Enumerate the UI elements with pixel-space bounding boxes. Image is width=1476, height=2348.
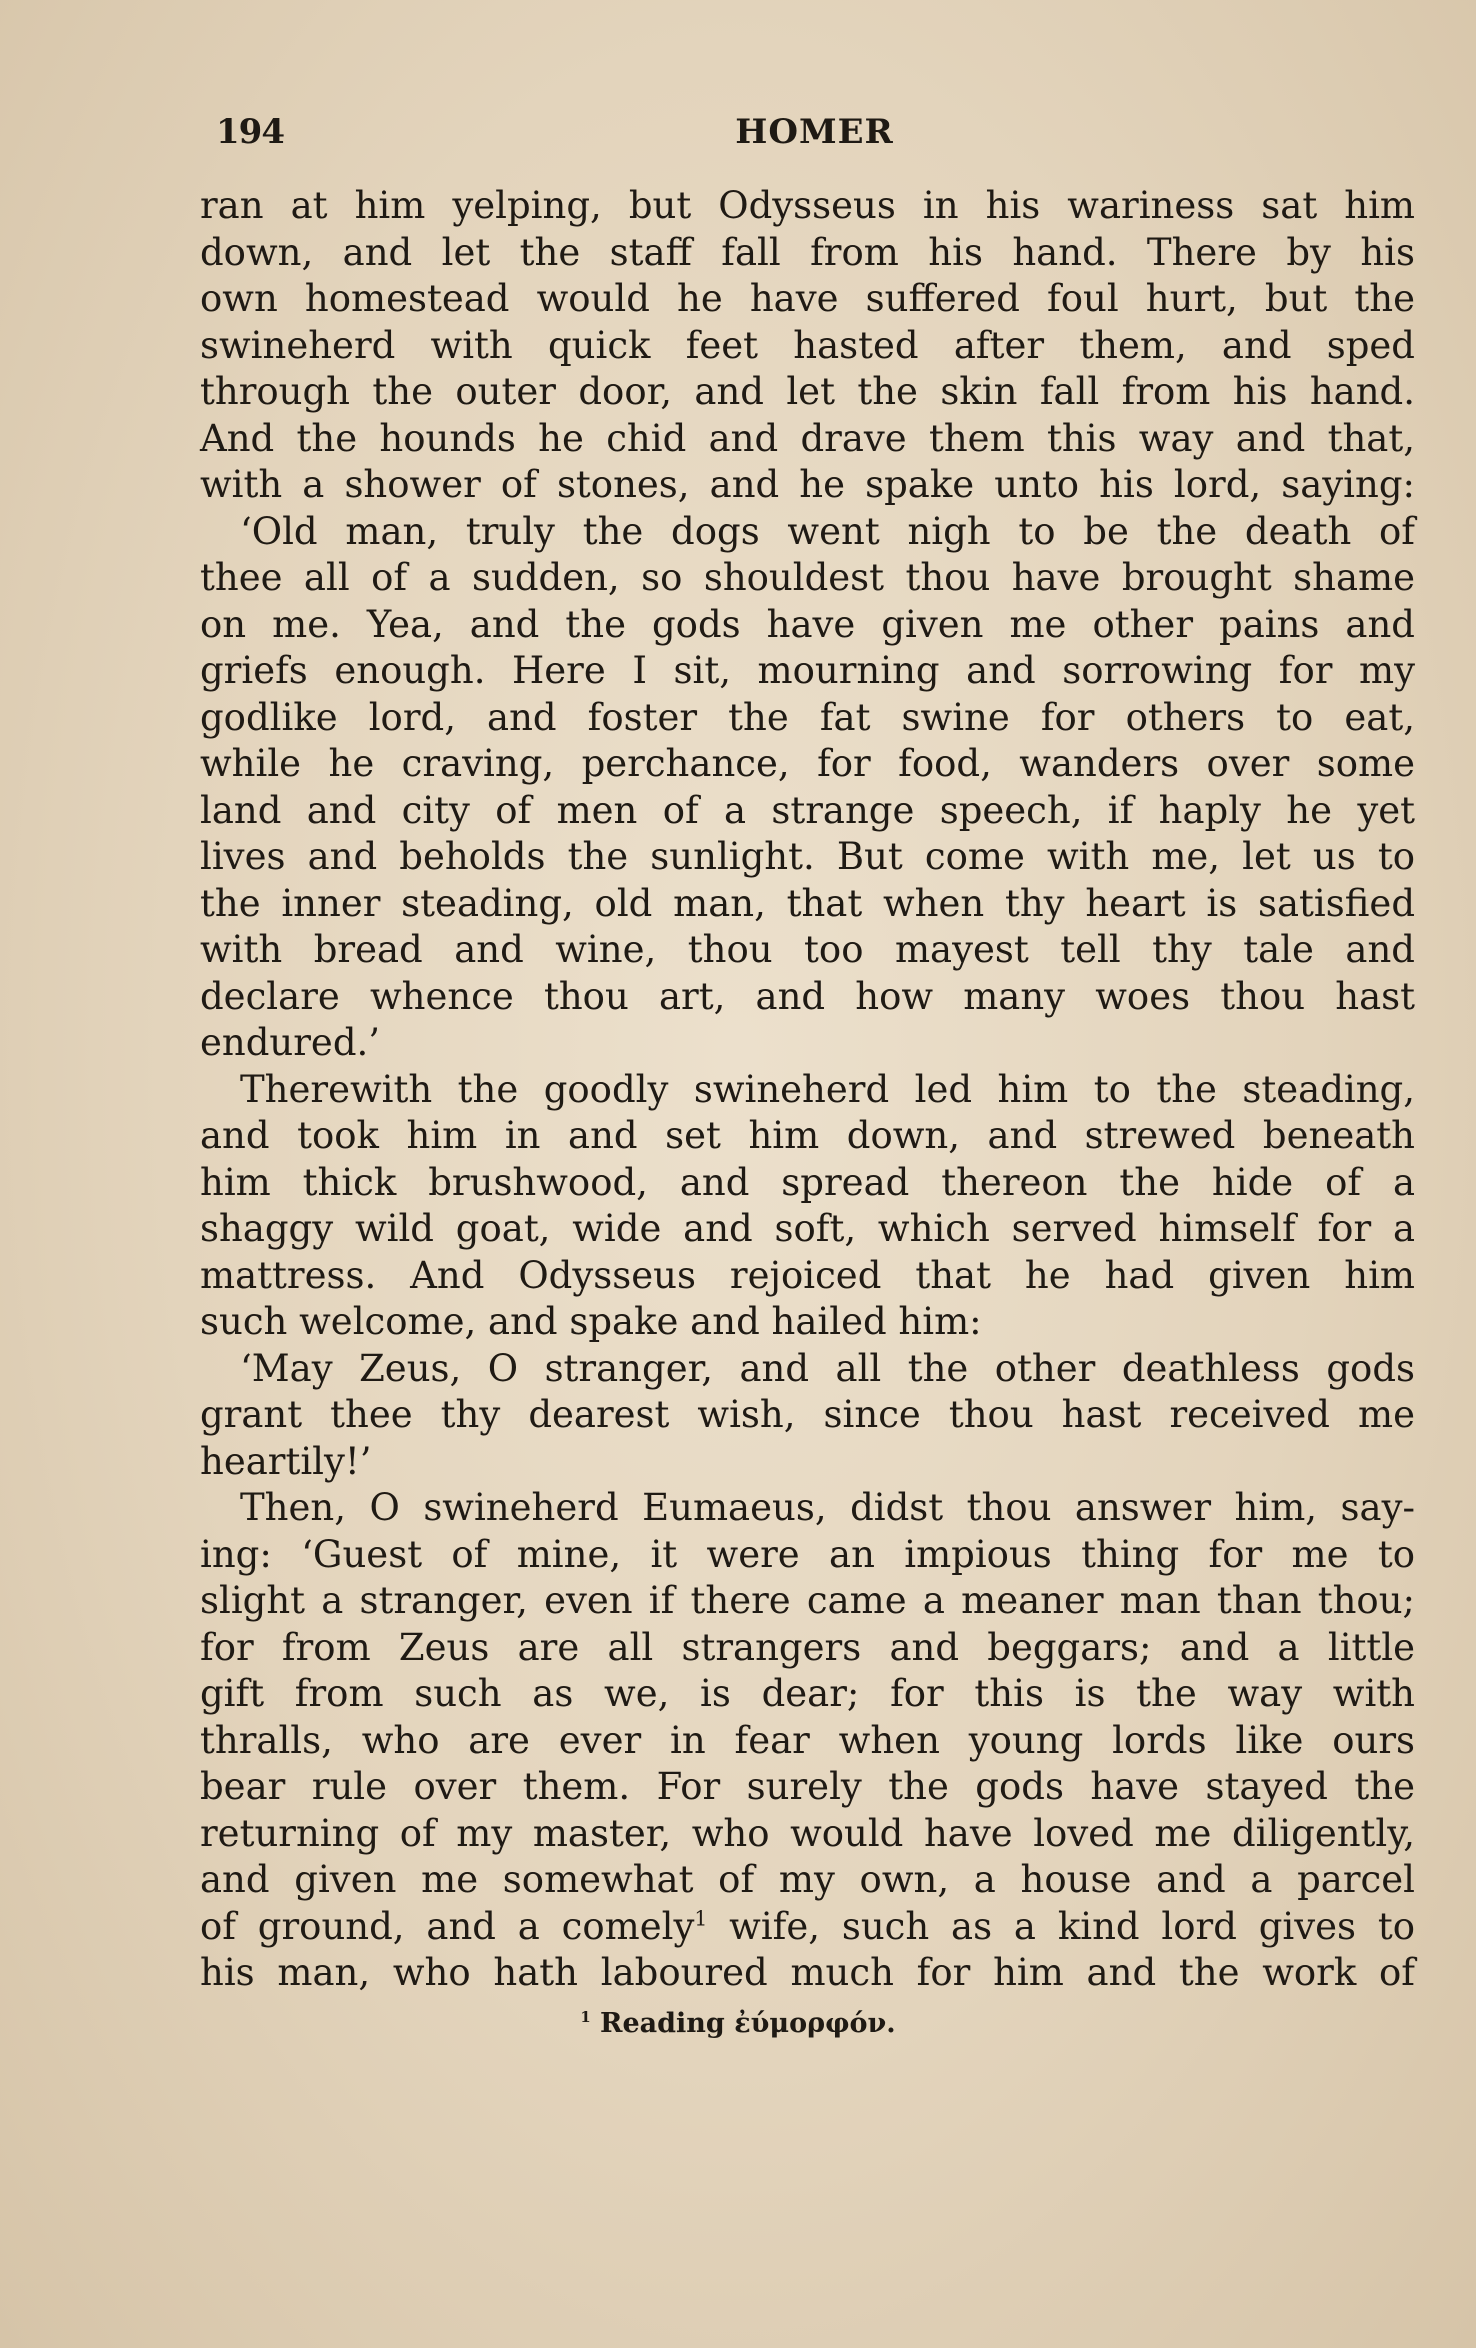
line-text: with a shower of stones, and he spake unto his lord, saying: (200, 463, 1415, 506)
text-line (200, 602, 1415, 649)
line-text: land and city of men of a strange speech, if haply he yet (200, 788, 1415, 832)
line-text: him thick brushwood, and spread thereon the hide of a (200, 1160, 1415, 1204)
text-line (200, 323, 1415, 370)
text-line (200, 1625, 1415, 1672)
text-line (200, 1067, 1415, 1114)
text-line (200, 1299, 1415, 1346)
text-line (200, 416, 1415, 463)
text-line (200, 741, 1415, 788)
text-line (200, 1346, 1415, 1393)
line-text: returning of my master, who would have loved me diligently, (200, 1811, 1415, 1855)
line-text: own homestead would he have suffered foul hurt, but the (200, 277, 1415, 320)
text-line (200, 1020, 1415, 1067)
text-line (200, 1392, 1415, 1439)
text-line (200, 1532, 1415, 1579)
text-line (200, 695, 1415, 742)
text-line (200, 788, 1415, 835)
footnote-reference: 1 (694, 1906, 708, 1931)
line-text: down, and let the staff fall from his hand. There by his (200, 230, 1415, 274)
text-line (200, 1764, 1415, 1811)
text-line (200, 1113, 1415, 1160)
line-text: And the hounds he chid and drave them this way and that, (200, 416, 1415, 460)
text-line (200, 462, 1415, 509)
text-line (200, 648, 1415, 695)
line-text: and took him in and set him down, and strewed beneath (200, 1114, 1415, 1157)
line-text: ing: ‘Guest of mine, it were an impious thing for me to (200, 1532, 1415, 1576)
line-text: slight a stranger, even if there came a meaner man than thou; (200, 1579, 1415, 1622)
line-text: while he craving, perchance, for food, wanders over some (200, 742, 1415, 785)
line-text: heartily!’ (200, 1439, 372, 1483)
line-text: griefs enough. Here I sit, mourning and sorrowing for my (200, 649, 1415, 692)
running-head (216, 112, 1413, 162)
text-line (200, 1578, 1415, 1625)
line-text: godlike lord, and foster the fat swine for others to eat, (200, 695, 1415, 739)
line-text: ‘Old man, truly the dogs went nigh to be the death of (240, 509, 1415, 553)
line-text: Therewith the goodly swineherd led him to the steading, (240, 1067, 1415, 1111)
text-line (200, 1811, 1415, 1858)
text-line (200, 509, 1415, 556)
text-line (200, 1439, 1415, 1486)
text-line (200, 1485, 1415, 1532)
text-line (200, 555, 1415, 602)
text-line (200, 183, 1415, 230)
line-text: such welcome, and spake and hailed him: (200, 1300, 982, 1343)
line-text: Then, O swineherd Eumaeus, didst thou answer him, say- (240, 1486, 1415, 1529)
line-text: gift from such as we, is dear; for this is the way with (200, 1672, 1415, 1715)
line-text: his man, who hath laboured much for him and the work of (200, 1951, 1415, 1994)
line-text: endured.’ (200, 1021, 381, 1064)
text-line (200, 834, 1415, 881)
line-text: bear rule over them. For surely the gods have stayed the (200, 1765, 1415, 1808)
line-text: the inner steading, old man, that when thy heart is satisfied (200, 881, 1415, 925)
line-text: grant thee thy dearest wish, since thou hast received me (200, 1393, 1415, 1436)
text-line (200, 927, 1415, 974)
line-text: ran at him yelping, but Odysseus in his wariness sat him (200, 184, 1415, 227)
text-line (200, 1718, 1415, 1765)
line-text: mattress. And Odysseus rejoiced that he had given him (200, 1253, 1415, 1297)
page-number: 194 (216, 112, 284, 152)
footnote-marker: 1 (580, 2008, 591, 2026)
line-text: declare whence thou art, and how many woes thou hast (200, 974, 1415, 1018)
line-text: thralls, who are ever in fear when young lords like ours (200, 1718, 1415, 1762)
line-text: swineherd with quick feet hasted after them, and sped (200, 323, 1415, 367)
footnote-text: Reading ἐύμορφόν. (590, 2008, 896, 2039)
line-text: shaggy wild goat, wide and soft, which served himself for a (200, 1207, 1415, 1250)
text-line (200, 230, 1415, 277)
line-text-continued: wife, such as a kind lord gives to (707, 1904, 1415, 1948)
body-text (200, 183, 1415, 1997)
line-text: for from Zeus are all strangers and beggars; and a little (200, 1625, 1415, 1669)
text-line (200, 1904, 1415, 1951)
footnote (0, 2008, 1476, 2039)
text-line (200, 974, 1415, 1021)
text-line (200, 1671, 1415, 1718)
line-text: thee all of a sudden, so shouldest thou have brought shame (200, 556, 1415, 599)
line-text: with bread and wine, thou too mayest tell thy tale and (200, 928, 1415, 971)
text-line (200, 276, 1415, 323)
text-line (200, 369, 1415, 416)
book-title: HOMER (735, 112, 894, 152)
line-text: through the outer door, and let the skin fall from his hand. (200, 370, 1415, 413)
line-text: ‘May Zeus, O stranger, and all the other deathless gods (240, 1346, 1415, 1390)
text-line (200, 881, 1415, 928)
line-text: of ground, and a comely (200, 1904, 695, 1948)
text-line (200, 1857, 1415, 1904)
text-line (200, 1160, 1415, 1207)
line-text: on me. Yea, and the gods have given me other pains and (200, 602, 1415, 646)
text-line (200, 1253, 1415, 1300)
line-text: lives and beholds the sunlight. But come with me, let us to (200, 835, 1415, 878)
text-line (200, 1206, 1415, 1253)
line-text: and given me somewhat of my own, a house and a parcel (200, 1858, 1415, 1901)
text-line (200, 1950, 1415, 1997)
